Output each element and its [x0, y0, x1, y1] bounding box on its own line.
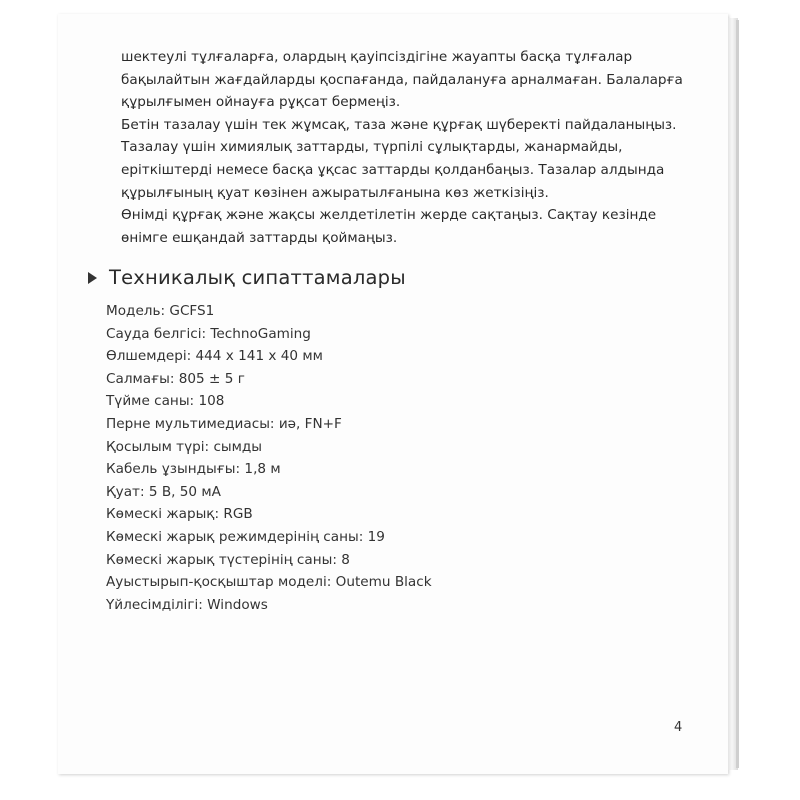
triangle-bullet-icon [88, 272, 97, 284]
paragraph-line: еріткіштерді немесе басқа ұқсас заттарды қолданбаңыз. Тазалар алдында [121, 161, 665, 178]
spec-cable-length: Кабель ұзындығы: 1,8 м [106, 461, 281, 478]
paragraph-line: құрылғының қуат көзінен ажыратылғанына көз жеткізіңіз. [121, 184, 549, 201]
page-number: 4 [674, 720, 683, 735]
paragraph-line: өнімге ешқандай заттарды қоймаңыз. [121, 229, 398, 246]
spec-weight: Салмағы: 805 ± 5 г [106, 370, 245, 387]
spec-key-count: Түйме саны: 108 [106, 393, 225, 410]
page-edge-shadow [736, 20, 739, 768]
spec-list [106, 300, 432, 616]
spec-trademark: Сауда белгісі: TechnoGaming [106, 325, 311, 342]
spec-power: Қуат: 5 В, 50 мА [106, 483, 221, 500]
section-heading [88, 266, 406, 289]
spec-backlight-colors: Көмескі жарық түстерінің саны: 8 [106, 551, 350, 568]
spec-multimedia: Перне мультимедиасы: иә, FN+F [106, 415, 342, 432]
paragraph-line: Өнімді құрғақ және жақсы желдетілетін жерде сақтаңыз. Сақтау кезінде [121, 207, 657, 224]
spec-model: Модель: GCFS1 [106, 303, 215, 319]
safety-paragraphs [121, 46, 721, 249]
spec-compatibility: Үйлесімділігі: Windows [106, 596, 268, 613]
paragraph-line: құрылғымен ойнауға рұқсат бермеңіз. [121, 94, 401, 111]
spec-backlight: Көмескі жарық: RGB [106, 506, 253, 523]
spec-switch-model: Ауыстырып-қосқыштар моделі: Outemu Black [106, 574, 432, 591]
paragraph-line: бақылайтын жағдайларды қоспағанда, пайдалануға арналмаған. Балаларға [121, 71, 683, 88]
spec-dimensions: Өлшемдері: 444 x 141 x 40 мм [106, 348, 323, 365]
spec-backlight-modes: Көмескі жарық режимдерінің саны: 19 [106, 528, 385, 545]
paragraph-line: шектеулі тұлғаларға, олардың қауіпсіздігіне жауапты басқа тұлғалар [121, 49, 633, 65]
section-heading-text: Техникалық сипаттамалары [109, 266, 406, 289]
paragraph-line: Бетін тазалау үшін тек жұмсақ, таза және құрғақ шүберекті пайдаланыңыз. [121, 116, 677, 133]
spec-connection: Қосылым түрі: сымды [106, 438, 263, 455]
paragraph-line: Тазалау үшін химиялық заттарды, түрпілі сұлықтарды, жанармайды, [121, 139, 623, 156]
